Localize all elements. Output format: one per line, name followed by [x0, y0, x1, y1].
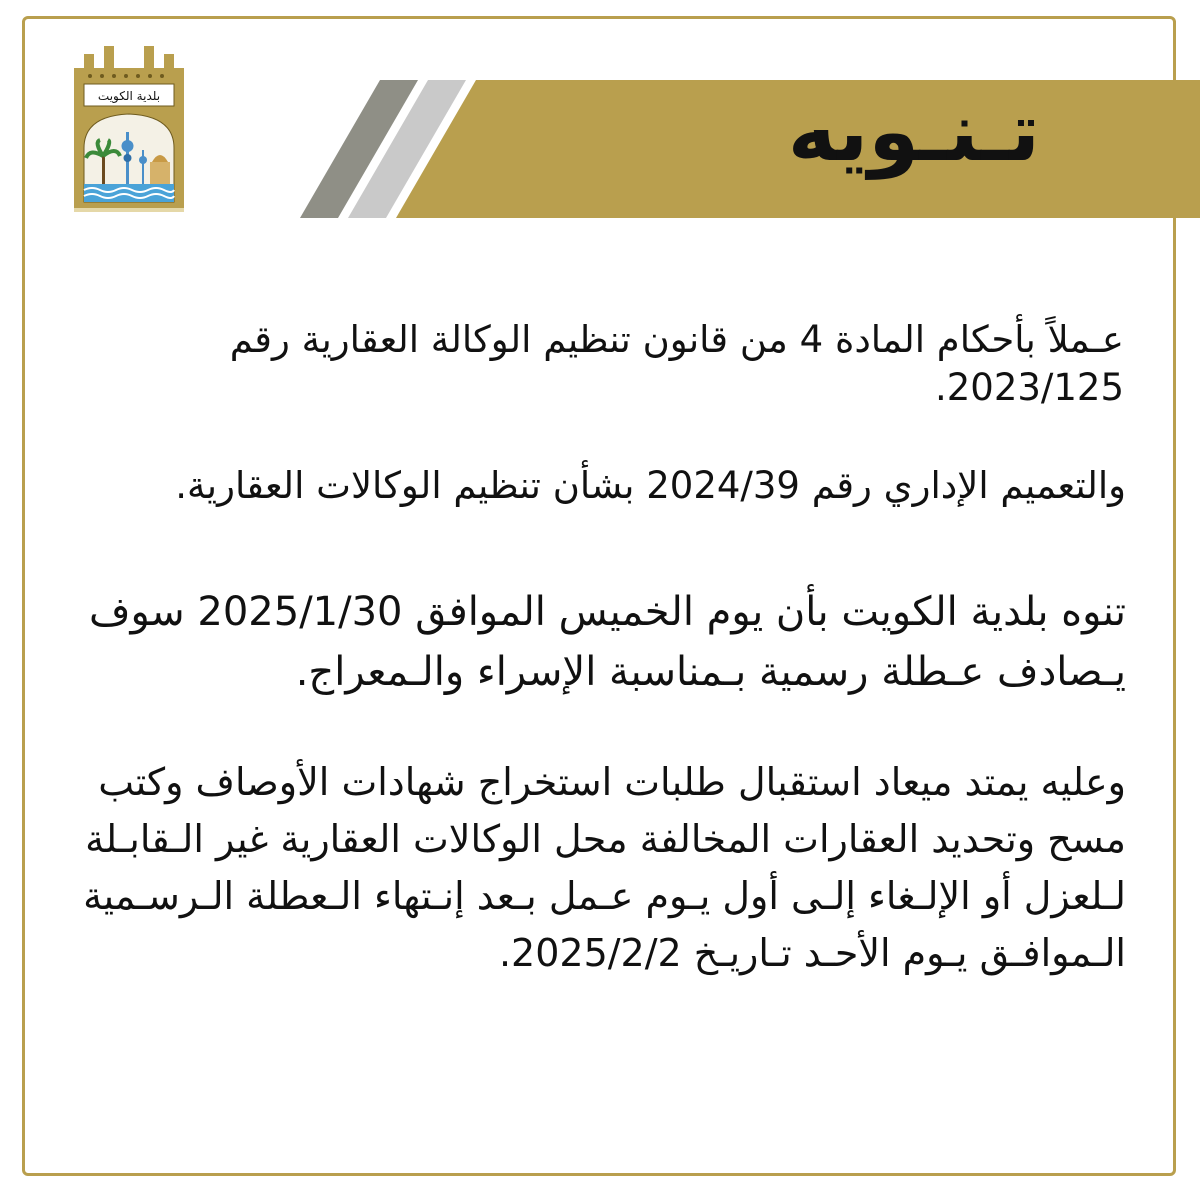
- paragraph-circular-reference: والتعميم الإداري رقم 2024/39 بشأن تنظيم الوكالات العقارية.: [175, 464, 1126, 507]
- paragraph-holiday-notice: تنوه بلدية الكويت بأن يوم الخميس الموافق 2025/1/30 سوف يـصادف عـطلة رسمية بـمناسبة الإسراء والـمعراج.: [89, 589, 1126, 695]
- logo-name-text: بلدية الكويت: [97, 89, 161, 103]
- title-banner: [290, 70, 1200, 230]
- paragraph-deadline-extension: وعليه يمتد ميعاد استقبال طلبات استخراج شهادات الأوصاف وكتب مسح وتحديد العقارات المخالفة محل الوكالات العقارية غير الـقابـلة لـلعزل أو الإلـغاء إلـى أول يـوم عـمل بـعد إنـتهاء الـعطلة الـرسـمية الـموافـق يـوم الأحـد تـاريـخ 2025/2/2.: [83, 760, 1126, 975]
- paragraph-law-reference: عـملاً بأحكام المادة 4 من قانون تنظيم الوكالة العقارية رقم 2023/125.: [229, 318, 1124, 409]
- kuwait-municipality-logo: [70, 44, 188, 216]
- page-title: تـنـويه: [787, 85, 1040, 180]
